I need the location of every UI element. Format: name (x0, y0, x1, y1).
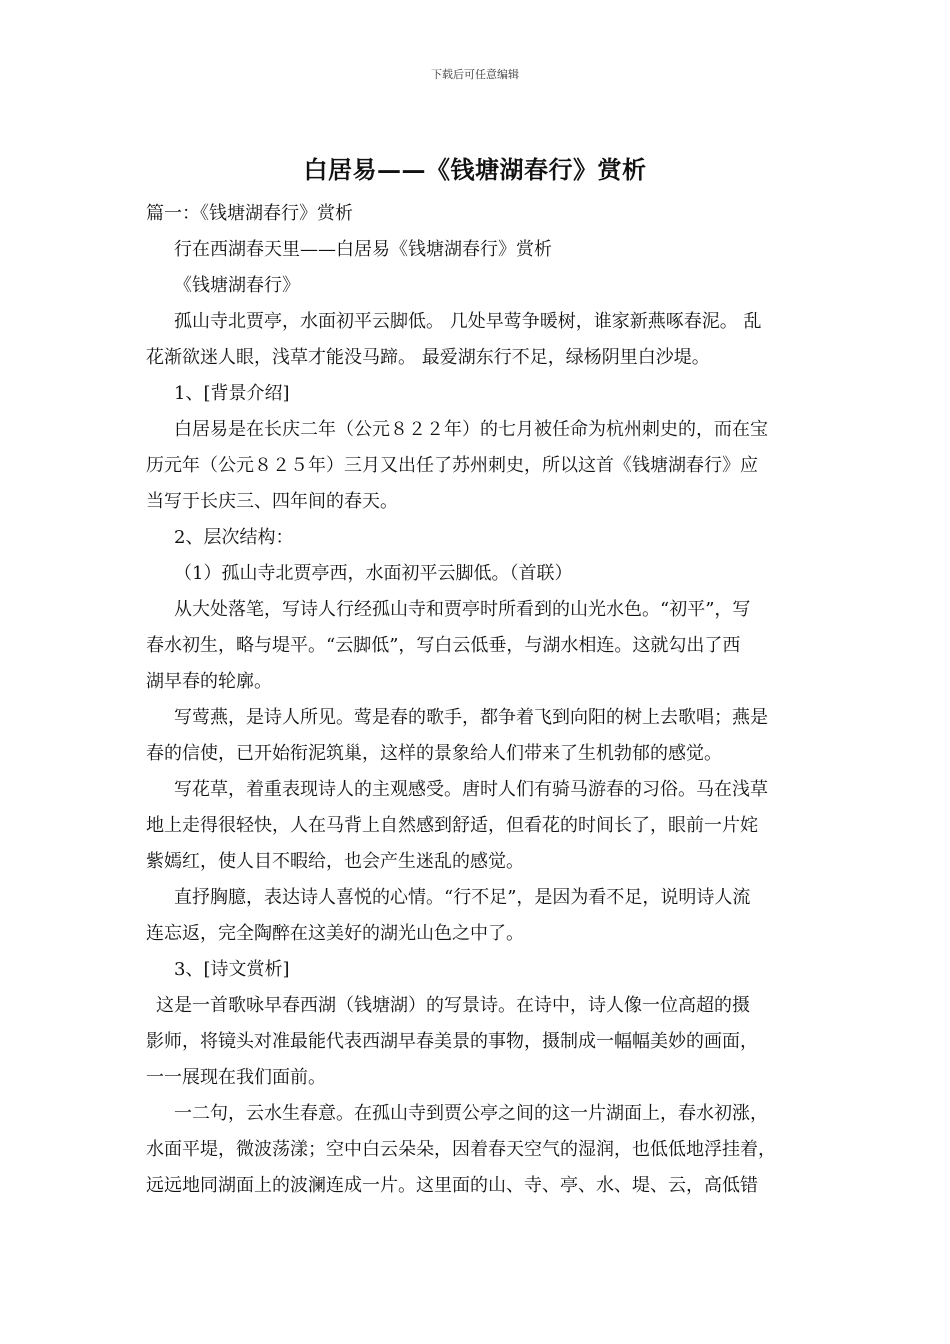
text-line: 3、[诗文赏析] (174, 959, 290, 980)
text-line: 这是一首歌咏早春西湖（钱塘湖）的写景诗。在诗中，诗人像一位高超的摄 (156, 995, 750, 1016)
text-line: 孤山寺北贾亭，水面初平云脚低。 几处早莺争暖树，谁家新燕啄春泥。 乱 (174, 311, 762, 332)
text-line: 水面平堤，微波荡漾；空中白云朵朵，因着春天空气的湿润，也低低地浮挂着， (146, 1139, 776, 1160)
text-line: 一二句，云水生春意。在孤山寺到贾公亭之间的这一片湖面上，春水初涨， (174, 1103, 768, 1124)
header-note: 下载后可任意编辑 (431, 68, 519, 81)
text-line: 地上走得很轻快，人在马背上自然感到舒适，但看花的时间长了，眼前一片姹 (146, 815, 758, 836)
text-line: 当写于长庆三、四年间的春天。 (146, 491, 398, 512)
text-line: 行在西湖春天里——白居易《钱塘湖春行》赏析 (174, 239, 552, 260)
text-line: 连忘返，完全陶醉在这美好的湖光山色之中了。 (146, 923, 524, 944)
text-line: （1）孤山寺北贾亭西，水面初平云脚低。（首联） (174, 563, 573, 584)
text-line: 2、层次结构： (174, 527, 294, 548)
text-line: 《钱塘湖春行》 (174, 275, 300, 296)
text-line: 写莺燕，是诗人所见。莺是春的歌手，都争着飞到向阳的树上去歌唱；燕是 (174, 707, 768, 728)
text-line: 花渐欲迷人眼，浅草才能没马蹄。 最爱湖东行不足，绿杨阴里白沙堤。 (146, 347, 710, 368)
text-line: 一一展现在我们面前。 (146, 1067, 326, 1088)
text-line: 历元年（公元８２５年）三月又出任了苏州刺史，所以这首《钱塘湖春行》应 (146, 455, 758, 476)
text-line: 湖早春的轮廓。 (146, 671, 272, 692)
text-line: 远远地同湖面上的波澜连成一片。这里面的山、寺、亭、水、堤、云，高低错 (146, 1175, 758, 1196)
text-line: 影师，将镜头对准最能代表西湖早春美景的事物，摄制成一幅幅美妙的画面， (146, 1031, 758, 1052)
text-line: 春的信使，已开始衔泥筑巢，这样的景象给人们带来了生机勃郁的感觉。 (146, 743, 722, 764)
text-line: 写花草，着重表现诗人的主观感受。唐时人们有骑马游春的习俗。马在浅草 (174, 779, 768, 800)
page-title: 白居易——《钱塘湖春行》赏析 (303, 155, 647, 184)
text-line: 春水初生，略与堤平。“云脚低”，写白云低垂，与湖水相连。这就勾出了西 (146, 635, 741, 656)
text-line: 篇一：《钱塘湖春行》赏析 (146, 203, 353, 224)
text-line: 紫嫣红，使人目不暇给，也会产生迷乱的感觉。 (146, 851, 524, 872)
body-text (146, 196, 806, 1204)
text-line: 白居易是在长庆二年（公元８２２年）的七月被任命为杭州刺史的，而在宝 (174, 419, 768, 440)
text-line: 1、[背景介绍] (174, 383, 290, 404)
text-line: 从大处落笔，写诗人行经孤山寺和贾亭时所看到的山光水色。“初平”，写 (174, 599, 751, 620)
text-line: 直抒胸臆，表达诗人喜悦的心情。“行不足”，是因为看不足，说明诗人流 (174, 887, 751, 908)
